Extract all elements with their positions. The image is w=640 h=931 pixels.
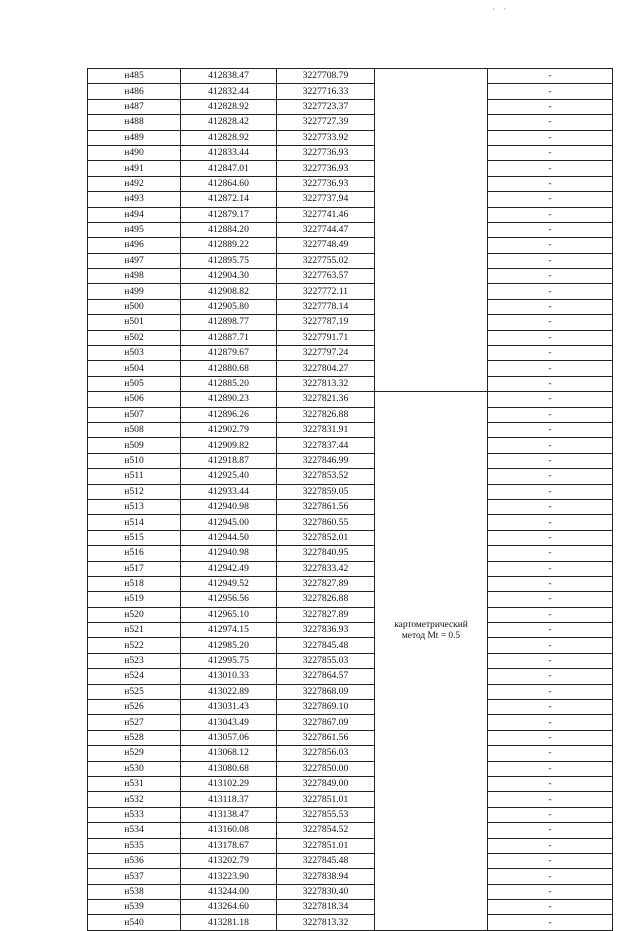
accuracy-cell: - [488, 761, 613, 776]
accuracy-cell: - [488, 130, 613, 145]
point-name-cell: н516 [88, 546, 181, 561]
y-coordinate-cell: 3227826.88 [277, 592, 375, 607]
table-row [88, 653, 613, 668]
table-row [88, 823, 613, 838]
x-coordinate-cell: 412995.75 [181, 653, 277, 668]
x-coordinate-cell: 412885.20 [181, 376, 277, 391]
table-row [88, 361, 613, 376]
table-row [88, 130, 613, 145]
x-coordinate-cell: 412904.30 [181, 269, 277, 284]
x-coordinate-cell: 412880.68 [181, 361, 277, 376]
point-name-cell: н493 [88, 192, 181, 207]
y-coordinate-cell: 3227860.55 [277, 515, 375, 530]
accuracy-cell: - [488, 669, 613, 684]
x-coordinate-cell: 412889.22 [181, 238, 277, 253]
table-row [88, 161, 613, 176]
point-name-cell: н538 [88, 884, 181, 899]
table-row [88, 484, 613, 499]
point-name-cell: н502 [88, 330, 181, 345]
table-row [88, 269, 613, 284]
accuracy-cell: - [488, 623, 613, 638]
point-name-cell: н522 [88, 638, 181, 653]
y-coordinate-cell: 3227708.79 [277, 69, 375, 84]
point-name-cell: н536 [88, 853, 181, 868]
table-row [88, 623, 613, 638]
x-coordinate-cell: 412909.82 [181, 438, 277, 453]
accuracy-cell: - [488, 222, 613, 237]
y-coordinate-cell: 3227778.14 [277, 299, 375, 314]
y-coordinate-cell: 3227868.09 [277, 684, 375, 699]
accuracy-cell: - [488, 207, 613, 222]
point-name-cell: н485 [88, 69, 181, 84]
point-name-cell: н527 [88, 715, 181, 730]
point-name-cell: н539 [88, 900, 181, 915]
point-name-cell: н530 [88, 761, 181, 776]
y-coordinate-cell: 3227791.71 [277, 330, 375, 345]
point-name-cell: н494 [88, 207, 181, 222]
y-coordinate-cell: 3227821.36 [277, 392, 375, 407]
y-coordinate-cell: 3227853.52 [277, 469, 375, 484]
accuracy-cell: - [488, 284, 613, 299]
x-coordinate-cell: 412940.98 [181, 499, 277, 514]
accuracy-cell: - [488, 638, 613, 653]
method-line-1: картометрический [394, 620, 468, 631]
x-coordinate-cell: 413118.37 [181, 792, 277, 807]
table-row [88, 422, 613, 437]
x-coordinate-cell: 413057.06 [181, 730, 277, 745]
y-coordinate-cell: 3227852.01 [277, 530, 375, 545]
accuracy-cell: - [488, 792, 613, 807]
accuracy-cell: - [488, 361, 613, 376]
point-name-cell: н512 [88, 484, 181, 499]
y-coordinate-cell: 3227831.91 [277, 422, 375, 437]
accuracy-cell: - [488, 115, 613, 130]
x-coordinate-cell: 412918.87 [181, 453, 277, 468]
y-coordinate-cell: 3227763.57 [277, 269, 375, 284]
table-row [88, 607, 613, 622]
point-name-cell: н511 [88, 469, 181, 484]
y-coordinate-cell: 3227833.42 [277, 561, 375, 576]
point-name-cell: н500 [88, 299, 181, 314]
table-row [88, 576, 613, 591]
table-row [88, 99, 613, 114]
table-row [88, 299, 613, 314]
point-name-cell: н510 [88, 453, 181, 468]
accuracy-cell: - [488, 515, 613, 530]
point-name-cell: н540 [88, 915, 181, 930]
point-name-cell: н486 [88, 84, 181, 99]
table-row [88, 346, 613, 361]
accuracy-cell: - [488, 484, 613, 499]
x-coordinate-cell: 412956.56 [181, 592, 277, 607]
accuracy-cell: - [488, 838, 613, 853]
point-name-cell: н529 [88, 746, 181, 761]
accuracy-cell: - [488, 407, 613, 422]
x-coordinate-cell: 412832.44 [181, 84, 277, 99]
y-coordinate-cell: 3227840.95 [277, 546, 375, 561]
y-coordinate-cell: 3227797.24 [277, 346, 375, 361]
accuracy-cell: - [488, 746, 613, 761]
y-coordinate-cell: 3227851.01 [277, 838, 375, 853]
accuracy-cell: - [488, 376, 613, 391]
y-coordinate-cell: 3227867.09 [277, 715, 375, 730]
accuracy-cell: - [488, 438, 613, 453]
accuracy-cell: - [488, 869, 613, 884]
accuracy-cell: - [488, 84, 613, 99]
x-coordinate-cell: 412838.47 [181, 69, 277, 84]
table-row [88, 222, 613, 237]
point-name-cell: н499 [88, 284, 181, 299]
x-coordinate-cell: 413043.49 [181, 715, 277, 730]
table-row [88, 700, 613, 715]
y-coordinate-cell: 3227855.53 [277, 807, 375, 822]
x-coordinate-cell: 412933.44 [181, 484, 277, 499]
y-coordinate-cell: 3227772.11 [277, 284, 375, 299]
table-row [88, 730, 613, 745]
point-name-cell: н508 [88, 422, 181, 437]
table-row [88, 592, 613, 607]
y-coordinate-cell: 3227744.47 [277, 222, 375, 237]
x-coordinate-cell: 412908.82 [181, 284, 277, 299]
table-row [88, 407, 613, 422]
coordinates-table-body [88, 69, 613, 931]
y-coordinate-cell: 3227818.34 [277, 900, 375, 915]
table-row [88, 330, 613, 345]
x-coordinate-cell: 413068.12 [181, 746, 277, 761]
table-row [88, 715, 613, 730]
table-row [88, 145, 613, 160]
accuracy-cell: - [488, 653, 613, 668]
y-coordinate-cell: 3227845.48 [277, 638, 375, 653]
table-row [88, 915, 613, 930]
table-row [88, 176, 613, 191]
table-row [88, 853, 613, 868]
y-coordinate-cell: 3227813.32 [277, 376, 375, 391]
accuracy-cell: - [488, 715, 613, 730]
y-coordinate-cell: 3227723.37 [277, 99, 375, 114]
y-coordinate-cell: 3227869.10 [277, 700, 375, 715]
point-name-cell: н488 [88, 115, 181, 130]
x-coordinate-cell: 413160.08 [181, 823, 277, 838]
accuracy-cell: - [488, 546, 613, 561]
table-row [88, 84, 613, 99]
y-coordinate-cell: 3227845.48 [277, 853, 375, 868]
accuracy-cell: - [488, 607, 613, 622]
table-row [88, 530, 613, 545]
table-row [88, 207, 613, 222]
accuracy-cell: - [488, 192, 613, 207]
coordinates-table [87, 68, 613, 931]
table-row [88, 253, 613, 268]
table-row [88, 69, 613, 84]
table-row [88, 838, 613, 853]
y-coordinate-cell: 3227736.93 [277, 176, 375, 191]
accuracy-cell: - [488, 900, 613, 915]
x-coordinate-cell: 412905.80 [181, 299, 277, 314]
point-name-cell: н521 [88, 623, 181, 638]
accuracy-cell: - [488, 561, 613, 576]
x-coordinate-cell: 412940.98 [181, 546, 277, 561]
table-row [88, 746, 613, 761]
table-row [88, 392, 613, 407]
y-coordinate-cell: 3227826.88 [277, 407, 375, 422]
table-row [88, 499, 613, 514]
y-coordinate-cell: 3227736.93 [277, 161, 375, 176]
accuracy-cell: - [488, 238, 613, 253]
method-text [375, 620, 487, 642]
accuracy-cell: - [488, 776, 613, 791]
accuracy-cell: - [488, 915, 613, 930]
x-coordinate-cell: 412847.01 [181, 161, 277, 176]
y-coordinate-cell: 3227851.01 [277, 792, 375, 807]
point-name-cell: н509 [88, 438, 181, 453]
x-coordinate-cell: 412896.26 [181, 407, 277, 422]
x-coordinate-cell: 412965.10 [181, 607, 277, 622]
y-coordinate-cell: 3227836.93 [277, 623, 375, 638]
y-coordinate-cell: 3227830.40 [277, 884, 375, 899]
x-coordinate-cell: 412828.92 [181, 99, 277, 114]
point-name-cell: н517 [88, 561, 181, 576]
x-coordinate-cell: 413264.60 [181, 900, 277, 915]
method-line-2: метод Mt = 0.5 [401, 631, 461, 642]
table-row [88, 115, 613, 130]
point-name-cell: н503 [88, 346, 181, 361]
x-coordinate-cell: 412942.49 [181, 561, 277, 576]
y-coordinate-cell: 3227861.56 [277, 499, 375, 514]
x-coordinate-cell: 412887.71 [181, 330, 277, 345]
point-name-cell: н514 [88, 515, 181, 530]
accuracy-cell: - [488, 592, 613, 607]
y-coordinate-cell: 3227727.39 [277, 115, 375, 130]
y-coordinate-cell: 3227861.56 [277, 730, 375, 745]
x-coordinate-cell: 412902.79 [181, 422, 277, 437]
table-row [88, 638, 613, 653]
point-name-cell: н534 [88, 823, 181, 838]
point-name-cell: н535 [88, 838, 181, 853]
x-coordinate-cell: 412898.77 [181, 315, 277, 330]
x-coordinate-cell: 412944.50 [181, 530, 277, 545]
table-row [88, 515, 613, 530]
table-row [88, 284, 613, 299]
table-row [88, 884, 613, 899]
x-coordinate-cell: 412985.20 [181, 638, 277, 653]
point-name-cell: н505 [88, 376, 181, 391]
x-coordinate-cell: 413178.67 [181, 838, 277, 853]
table-row [88, 900, 613, 915]
point-name-cell: н524 [88, 669, 181, 684]
x-coordinate-cell: 412974.15 [181, 623, 277, 638]
table-row [88, 807, 613, 822]
accuracy-cell: - [488, 453, 613, 468]
accuracy-cell: - [488, 176, 613, 191]
x-coordinate-cell: 413244.00 [181, 884, 277, 899]
y-coordinate-cell: 3227855.03 [277, 653, 375, 668]
point-name-cell: н519 [88, 592, 181, 607]
table-row [88, 453, 613, 468]
y-coordinate-cell: 3227755.02 [277, 253, 375, 268]
point-name-cell: н504 [88, 361, 181, 376]
accuracy-cell: - [488, 253, 613, 268]
y-coordinate-cell: 3227854.52 [277, 823, 375, 838]
y-coordinate-cell: 3227849.00 [277, 776, 375, 791]
table-row [88, 469, 613, 484]
x-coordinate-cell: 413022.89 [181, 684, 277, 699]
accuracy-cell: - [488, 576, 613, 591]
x-coordinate-cell: 413010.33 [181, 669, 277, 684]
x-coordinate-cell: 412828.42 [181, 115, 277, 130]
table-row [88, 669, 613, 684]
x-coordinate-cell: 413102.29 [181, 776, 277, 791]
point-name-cell: н496 [88, 238, 181, 253]
x-coordinate-cell: 413080.68 [181, 761, 277, 776]
accuracy-cell: - [488, 269, 613, 284]
point-name-cell: н520 [88, 607, 181, 622]
accuracy-cell: - [488, 823, 613, 838]
y-coordinate-cell: 3227838.94 [277, 869, 375, 884]
accuracy-cell: - [488, 853, 613, 868]
point-name-cell: н533 [88, 807, 181, 822]
point-name-cell: н487 [88, 99, 181, 114]
table-row [88, 438, 613, 453]
point-name-cell: н528 [88, 730, 181, 745]
y-coordinate-cell: 3227737.94 [277, 192, 375, 207]
y-coordinate-cell: 3227736.93 [277, 145, 375, 160]
table-row [88, 561, 613, 576]
x-coordinate-cell: 412895.75 [181, 253, 277, 268]
accuracy-cell: - [488, 684, 613, 699]
x-coordinate-cell: 412833.44 [181, 145, 277, 160]
point-name-cell: н526 [88, 700, 181, 715]
point-name-cell: н525 [88, 684, 181, 699]
accuracy-cell: - [488, 299, 613, 314]
accuracy-cell: - [488, 145, 613, 160]
accuracy-cell: - [488, 392, 613, 407]
accuracy-cell: - [488, 730, 613, 745]
method-cell-lower [375, 392, 488, 931]
table-row [88, 869, 613, 884]
x-coordinate-cell: 413202.79 [181, 853, 277, 868]
accuracy-cell: - [488, 884, 613, 899]
point-name-cell: н507 [88, 407, 181, 422]
accuracy-cell: - [488, 700, 613, 715]
y-coordinate-cell: 3227741.46 [277, 207, 375, 222]
y-coordinate-cell: 3227846.99 [277, 453, 375, 468]
x-coordinate-cell: 412879.17 [181, 207, 277, 222]
accuracy-cell: - [488, 69, 613, 84]
point-name-cell: н489 [88, 130, 181, 145]
y-coordinate-cell: 3227837.44 [277, 438, 375, 453]
point-name-cell: н492 [88, 176, 181, 191]
accuracy-cell: - [488, 346, 613, 361]
point-name-cell: н491 [88, 161, 181, 176]
accuracy-cell: - [488, 330, 613, 345]
x-coordinate-cell: 413281.18 [181, 915, 277, 930]
accuracy-cell: - [488, 161, 613, 176]
accuracy-cell: - [488, 807, 613, 822]
point-name-cell: н497 [88, 253, 181, 268]
point-name-cell: н501 [88, 315, 181, 330]
x-coordinate-cell: 412945.00 [181, 515, 277, 530]
accuracy-cell: - [488, 530, 613, 545]
y-coordinate-cell: 3227748.49 [277, 238, 375, 253]
y-coordinate-cell: 3227827.89 [277, 607, 375, 622]
method-cell-upper [375, 69, 488, 392]
point-name-cell: н495 [88, 222, 181, 237]
x-coordinate-cell: 412872.14 [181, 192, 277, 207]
accuracy-cell: - [488, 315, 613, 330]
y-coordinate-cell: 3227716.33 [277, 84, 375, 99]
x-coordinate-cell: 412828.92 [181, 130, 277, 145]
table-row [88, 761, 613, 776]
x-coordinate-cell: 413031.43 [181, 700, 277, 715]
point-name-cell: н537 [88, 869, 181, 884]
point-name-cell: н515 [88, 530, 181, 545]
point-name-cell: н531 [88, 776, 181, 791]
x-coordinate-cell: 412864.60 [181, 176, 277, 191]
accuracy-cell: - [488, 469, 613, 484]
point-name-cell: н513 [88, 499, 181, 514]
x-coordinate-cell: 413138.47 [181, 807, 277, 822]
table-row [88, 776, 613, 791]
x-coordinate-cell: 412949.52 [181, 576, 277, 591]
accuracy-cell: - [488, 499, 613, 514]
x-coordinate-cell: 412890.23 [181, 392, 277, 407]
table-row [88, 315, 613, 330]
y-coordinate-cell: 3227850.00 [277, 761, 375, 776]
y-coordinate-cell: 3227804.27 [277, 361, 375, 376]
y-coordinate-cell: 3227859.05 [277, 484, 375, 499]
y-coordinate-cell: 3227856.03 [277, 746, 375, 761]
table-row [88, 546, 613, 561]
point-name-cell: н498 [88, 269, 181, 284]
table-row [88, 376, 613, 391]
x-coordinate-cell: 413223.90 [181, 869, 277, 884]
table-row [88, 192, 613, 207]
point-name-cell: н532 [88, 792, 181, 807]
table-row [88, 792, 613, 807]
point-name-cell: н518 [88, 576, 181, 591]
table-row [88, 238, 613, 253]
accuracy-cell: - [488, 99, 613, 114]
page-mark: · · [492, 4, 510, 14]
y-coordinate-cell: 3227864.57 [277, 669, 375, 684]
table-row [88, 684, 613, 699]
y-coordinate-cell: 3227827.89 [277, 576, 375, 591]
y-coordinate-cell: 3227787.19 [277, 315, 375, 330]
point-name-cell: н490 [88, 145, 181, 160]
y-coordinate-cell: 3227813.32 [277, 915, 375, 930]
accuracy-cell: - [488, 422, 613, 437]
x-coordinate-cell: 412925.40 [181, 469, 277, 484]
x-coordinate-cell: 412879.67 [181, 346, 277, 361]
y-coordinate-cell: 3227733.92 [277, 130, 375, 145]
x-coordinate-cell: 412884.20 [181, 222, 277, 237]
point-name-cell: н523 [88, 653, 181, 668]
point-name-cell: н506 [88, 392, 181, 407]
